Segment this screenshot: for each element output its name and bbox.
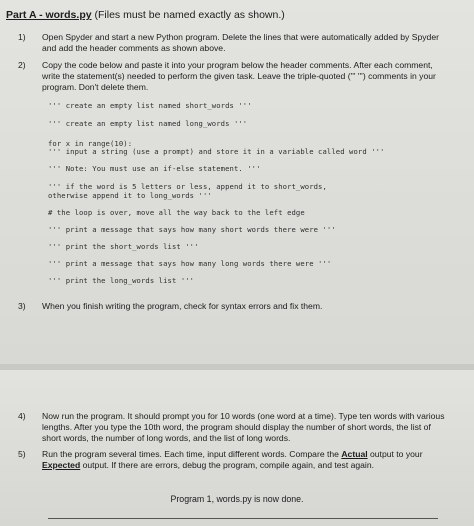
step-text: Now run the program. It should prompt you for 10 words (one word at a time). Type ten words with various lengths. After you type the 10th word, the program should display the number of short words, the list of short words, the number of long words, and the list of long words. <box>42 411 445 443</box>
step-number: 4) <box>18 411 26 421</box>
code-line: for x in range(10): <box>48 139 133 148</box>
step-number: 3) <box>18 301 26 311</box>
step-number: 2) <box>18 60 26 70</box>
code-line: ''' print the long_words list ''' <box>48 276 195 285</box>
code-line: ''' print a message that says how many short words there were ''' <box>48 225 336 234</box>
code-line: ''' create an empty list named short_words ''' <box>48 101 252 110</box>
signature-line <box>48 518 438 519</box>
code-line: ''' print the short_words list ''' <box>48 242 199 251</box>
code-line: ''' input a string (use a prompt) and store it in a variable called word ''' <box>48 147 385 156</box>
step-number: 1) <box>18 32 26 42</box>
step-5 <box>18 449 448 471</box>
step-text: When you finish writing the program, check for syntax errors and fix them. <box>42 301 323 311</box>
code-line: ''' Note: You must use an if-else statement. ''' <box>48 164 261 173</box>
step-text <box>28 449 448 471</box>
code-line: ''' create an empty list named long_words ''' <box>48 119 248 128</box>
step-2 <box>18 60 448 93</box>
step-text-part: Run the program several times. Each time, input different words. Compare the <box>42 449 342 459</box>
step-text: Copy the code below and paste it into your program below the header comments. After each comment, write the statement(s) needed to perform the given task. Leave the triple-quoted (''' ''') comments in your program. Don't delete them. <box>42 60 436 92</box>
completion-note: Program 1, words.py is now done. <box>170 494 304 504</box>
code-line: ''' print a message that says how many long words there were ''' <box>48 259 332 268</box>
step-1 <box>18 32 448 54</box>
step-4 <box>18 411 448 444</box>
part-header <box>6 9 285 21</box>
step-text: Open Spyder and start a new Python program. Delete the lines that were automatically added by Spyder and add the header comments as shown above. <box>42 32 439 53</box>
step-3 <box>18 301 448 312</box>
expected-word: Expected <box>42 460 81 470</box>
step-text-part: output to your <box>367 449 423 459</box>
part-title: Part A - words.py <box>6 9 92 21</box>
code-line: ''' if the word is 5 letters or less, append it to short_words, <box>48 182 327 191</box>
step-text-part: output. If there are errors, debug the program, compile again, and test again. <box>80 460 375 470</box>
part-subtitle: (Files must be named exactly as shown.) <box>94 9 285 21</box>
code-line: otherwise append it to long_words ''' <box>48 191 212 200</box>
actual-word: Actual <box>341 449 368 459</box>
step-number: 5) <box>18 449 26 459</box>
code-line: # the loop is over, move all the way back to the left edge <box>48 208 305 217</box>
